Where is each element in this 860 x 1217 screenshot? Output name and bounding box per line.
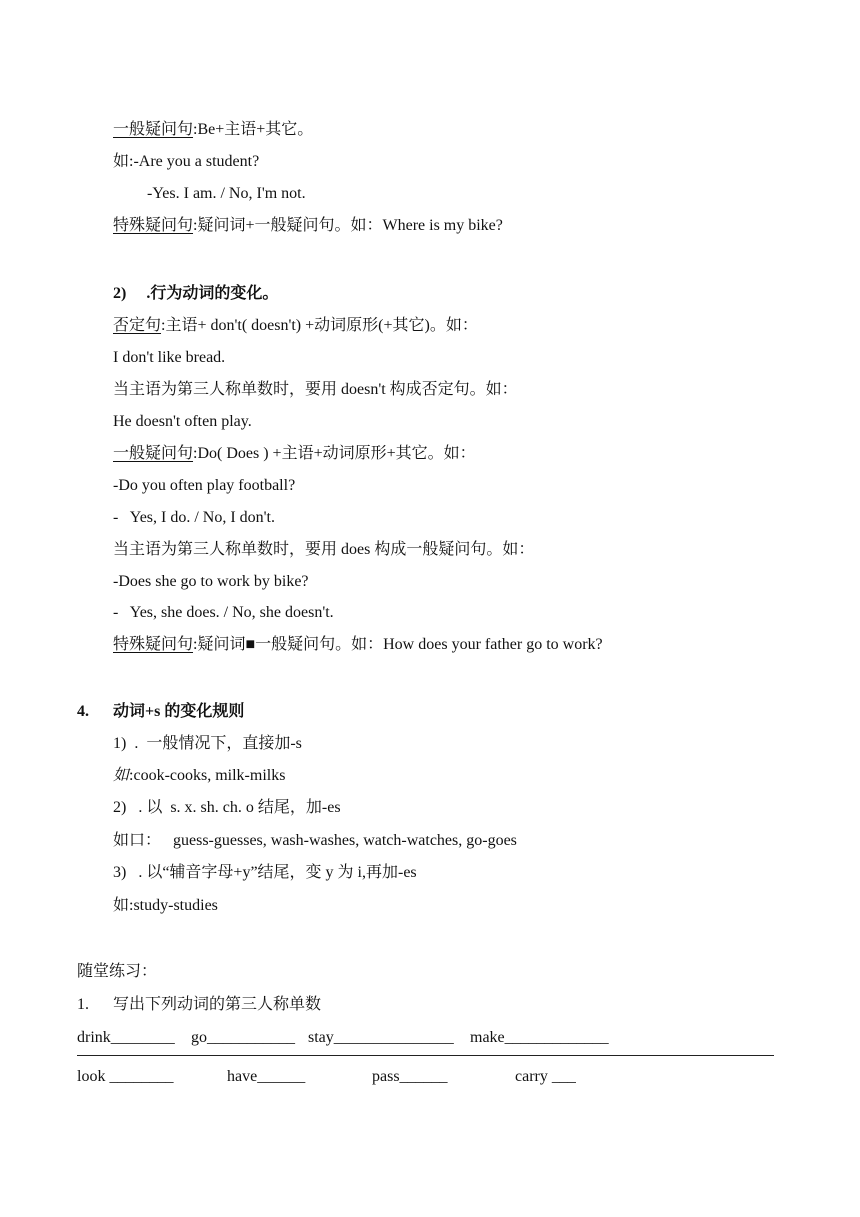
special-question-text-2: :疑问词■一般疑问句。如：How does your father go to work?	[193, 636, 603, 653]
rule-2: 2) . 以 s. x. sh. ch. o 结尾，加-es	[113, 799, 341, 816]
negative-third-person: 当主语为第三人称单数时，要用 doesn't 构成否定句。如：	[113, 381, 518, 398]
negative-rule	[113, 316, 478, 336]
blank-go[interactable]: go___________	[191, 1029, 295, 1046]
blank-carry[interactable]: carry ___	[515, 1068, 576, 1085]
blank-drink[interactable]: drink________	[77, 1029, 175, 1046]
practice-q1-text: 写出下列动词的第三人称单数	[113, 996, 322, 1013]
example-3: 如:study-studies	[113, 897, 218, 914]
section-number-4: 4.	[77, 703, 89, 720]
general-third-answer: - Yes, she does. / No, she doesn't.	[113, 604, 334, 621]
practice-q1-number: 1.	[77, 996, 89, 1013]
general-example-question: -Do you often play football?	[113, 477, 296, 494]
rule-3: 3) . 以“辅音字母+y”结尾，变 y 为 i,再加-es	[113, 864, 417, 881]
general-third-question: -Does she go to work by bike?	[113, 573, 309, 590]
example-1-prefix: 如	[113, 767, 130, 784]
blank-have[interactable]: have______	[227, 1068, 306, 1085]
special-question-label: 特殊疑问句	[113, 217, 194, 234]
example-1-text: :cook-cooks, milk-milks	[129, 767, 286, 784]
general-question-text: :Be+主语+其它。	[193, 121, 314, 138]
general-question-rule-2	[113, 444, 476, 464]
general-question-rule	[113, 120, 313, 140]
general-third-person: 当主语为第三人称单数时，要用 does 构成一般疑问句。如：	[113, 541, 535, 558]
special-question-label-2: 特殊疑问句	[113, 636, 194, 653]
special-question-text: :疑问词+一般疑问句。如：Where is my bike?	[193, 217, 503, 234]
practice-title: 随堂练习：	[77, 963, 158, 980]
special-question-rule	[113, 216, 503, 236]
negative-example: I don't like bread.	[113, 349, 226, 366]
example-1	[113, 766, 285, 786]
general-question-text-2: :Do( Does ) +主语+动词原形+其它。如：	[193, 445, 476, 462]
general-question-label-2: 一般疑问句	[113, 445, 194, 462]
blank-make[interactable]: make_____________	[470, 1029, 609, 1046]
example-2: 如口： guess-guesses, wash-washes, watch-watches, go-goes	[113, 832, 517, 849]
action-verbs-heading: 2) .行为动词的变化。	[113, 285, 279, 302]
rule-1: 1) . 一般情况下，直接加-s	[113, 735, 302, 752]
special-question-rule-2	[113, 635, 603, 655]
blank-pass[interactable]: pass______	[372, 1068, 448, 1085]
general-question-label: 一般疑问句	[113, 121, 194, 138]
negative-label: 否定句	[113, 317, 162, 334]
horizontal-rule	[77, 1055, 774, 1056]
example-answer: -Yes. I am. / No, I'm not.	[147, 185, 306, 202]
negative-third-example: He doesn't often play.	[113, 413, 252, 430]
example-question: 如:-Are you a student?	[113, 153, 260, 170]
verb-s-heading: 动词+s 的变化规则	[113, 703, 245, 720]
blank-stay[interactable]: stay_______________	[308, 1029, 454, 1046]
negative-text: :主语+ don't( doesn't) +动词原形(+其它)。如：	[161, 317, 478, 334]
general-example-answer: - Yes, I do. / No, I don't.	[113, 509, 275, 526]
blank-look[interactable]: look ________	[77, 1068, 174, 1085]
